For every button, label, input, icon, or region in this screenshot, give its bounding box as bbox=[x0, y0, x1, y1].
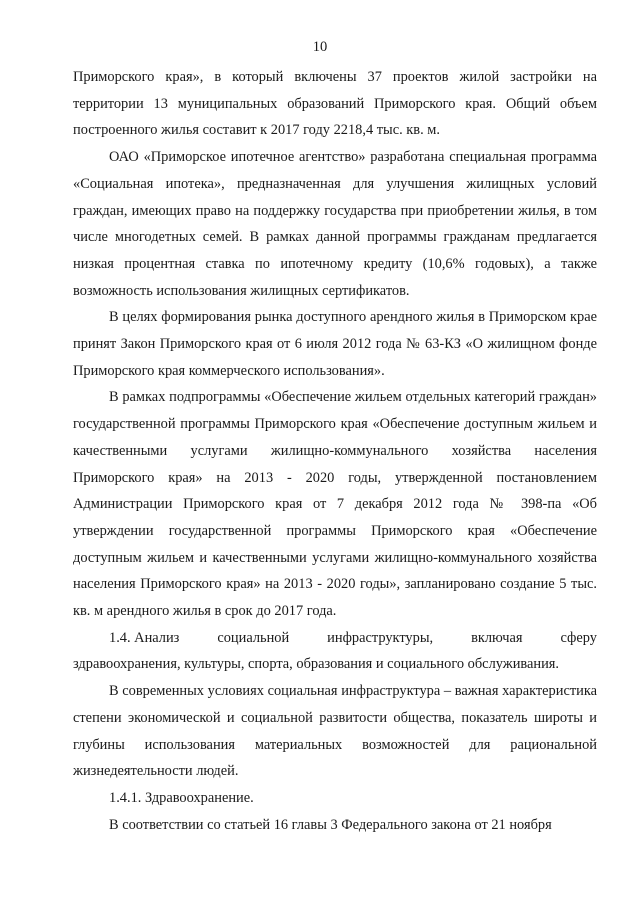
document-body bbox=[73, 64, 597, 838]
paragraph-federal-law: В соответствии со статьей 16 главы 3 Федерального закона от 21 ноября bbox=[109, 816, 552, 833]
heading-word: включая bbox=[471, 629, 523, 646]
heading-word: социальной bbox=[217, 629, 290, 646]
heading-word: сферу bbox=[560, 629, 597, 646]
section-heading-1-4 bbox=[73, 625, 597, 652]
paragraph-social-infrastructure: В современных условиях социальная инфраструктура – важная характеристика степени экономической и социальной развитости общества, показатель широты и глубины использования материальных возможностей для рациональной жизнедеятельности людей. bbox=[73, 683, 597, 780]
section-heading-1-4-1: 1.4.1. Здравоохранение. bbox=[109, 789, 254, 806]
paragraph-rental-law: В целях формирования рынка доступного арендного жилья в Приморском крае принят Закон Приморского края от 6 июля 2012 года № 63-КЗ «О жилищном фонде Приморского края коммерческого использования». bbox=[73, 309, 597, 379]
paragraph-social-mortgage: ОАО «Приморское ипотечное агентство» разработана специальная программа «Социальная ипотека», предназначенная для улучшения жилищных условий граждан, имеющих право на поддержку государства при приобретении жилья, в том числе многодетных семей. В рамках данной программы гражданам предлагается низкая процентная ставка по ипотечному кредиту (10,6% годовых), а также возможность использования жилищных сертификатов. bbox=[73, 149, 597, 299]
heading-word: инфраструктуры, bbox=[327, 629, 434, 646]
heading-word: 1.4. Анализ bbox=[109, 629, 180, 646]
paragraph-housing-projects: Приморского края», в который включены 37 проектов жилой застройки на территории 13 муниципальных образований Приморского края. Общий объем построенного жилья составит к 2017 году 2218,4 тыс. кв. м. bbox=[73, 69, 597, 139]
paragraph-subprogram: В рамках подпрограммы «Обеспечение жильем отдельных категорий граждан» государственной программы Приморского края «Обеспечение доступным жильем и качественными услугами жилищно-коммунального хозяйства населения Приморского края» на 2013 - 2020 годы, утвержденной постановлением Администрации Приморского края от 7 декабря 2012 года № 398-па «Об утверждении государственной программы Приморского края «Обеспечение доступным жильем и качественными услугами жилищно-коммунального хозяйства населения Приморского края» на 2013 - 2020 годы», запланировано создание 5 тыс. кв. м арендного жилья в срок до 2017 года. bbox=[73, 389, 597, 620]
section-heading-1-4-continued: здравоохранения, культуры, спорта, образования и социального обслуживания. bbox=[73, 656, 560, 673]
page-number: 10 bbox=[312, 39, 328, 55]
